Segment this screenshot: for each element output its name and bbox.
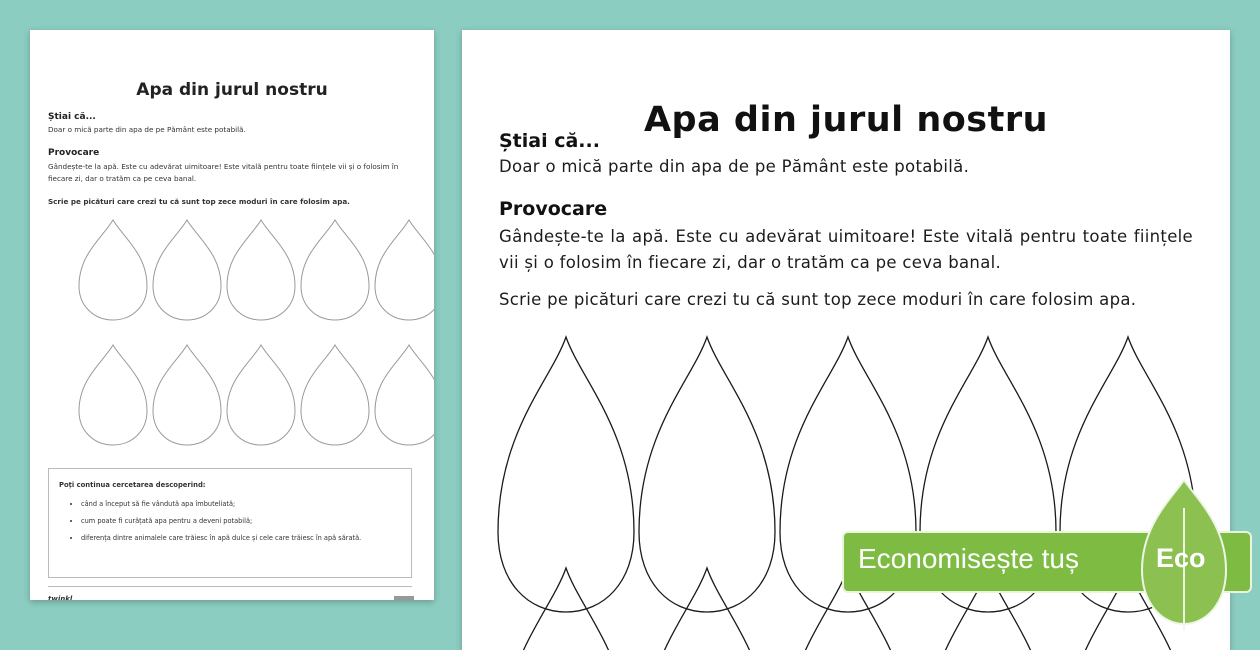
challenge-text: Gândește-te la apă. Este cu adevărat uimitoare! Este vitală pentru toate ființele vii și o folosim în fiecare zi, dar o tratăm ca pe ceva banal. bbox=[499, 227, 1193, 272]
thumbnail-drop-3[interactable] bbox=[227, 220, 295, 320]
thumbnail-drop-4[interactable] bbox=[301, 220, 369, 320]
thumbnail-drop-1[interactable] bbox=[79, 220, 147, 320]
extension-box bbox=[48, 468, 412, 578]
drop-2[interactable] bbox=[639, 337, 775, 612]
twinkl-logo: twinkl bbox=[48, 595, 73, 600]
thumbnail-title: Apa din jurul nostru bbox=[136, 80, 328, 100]
thumbnail-drop-5[interactable] bbox=[375, 220, 434, 320]
drop-7[interactable] bbox=[639, 568, 775, 650]
fact-text: Doar o mică parte din apa de pe Pământ este potabilă. bbox=[499, 157, 970, 176]
thumbnail-instruction: Scrie pe picături care crezi tu că sunt top zece moduri în care folosim apa. bbox=[48, 197, 350, 206]
thumbnail-drop-8[interactable] bbox=[227, 345, 295, 445]
thumbnail-fact-text: Doar o mică parte din apa de pe Pământ este potabilă. bbox=[48, 125, 246, 134]
thumbnail-fact-heading: Știai că... bbox=[48, 112, 96, 122]
extension-item-1: • când a început să fie vândută apa îmbuteliată; bbox=[81, 499, 401, 509]
worksheet-thumbnail[interactable] bbox=[30, 30, 434, 600]
thumbnail-challenge-heading: Provocare bbox=[48, 148, 100, 158]
thumbnail-challenge-text: Gândește-te la apă. Este cu adevărat uimitoare! Este vitală pentru toate ființele vii și o folosim în fiecare zi, dar o tratăm ca pe ceva banal. bbox=[48, 162, 399, 183]
footer-mark-icon bbox=[394, 596, 414, 600]
eco-tag: Eco bbox=[1156, 543, 1206, 573]
save-ink-label: Economisește tuș bbox=[858, 543, 1079, 574]
extension-item-2: • cum poate fi curățată apa pentru a deveni potabilă; bbox=[81, 516, 401, 526]
extension-intro: Poți continua cercetarea descoperind: bbox=[59, 481, 206, 489]
instruction-text: Scrie pe picături care crezi tu că sunt top zece moduri în care folosim apa. bbox=[499, 290, 1137, 309]
thumbnail-drops bbox=[30, 30, 434, 470]
challenge-heading: Provocare bbox=[499, 198, 608, 220]
drop-6[interactable] bbox=[498, 568, 634, 650]
page-title: Apa din jurul nostru bbox=[643, 100, 1049, 140]
fact-heading: Știai că... bbox=[499, 130, 600, 152]
thumbnail-footer-divider bbox=[48, 586, 412, 587]
thumbnail-drop-7[interactable] bbox=[153, 345, 221, 445]
extension-list bbox=[69, 499, 401, 550]
drop-1[interactable] bbox=[498, 337, 634, 612]
thumbnail-drop-9[interactable] bbox=[301, 345, 369, 445]
extension-item-3: • diferența dintre animalele care trăiesc în apă dulce și cele care trăiesc în apă sărată. bbox=[81, 533, 401, 543]
thumbnail-drop-2[interactable] bbox=[153, 220, 221, 320]
thumbnail-drop-10[interactable] bbox=[375, 345, 434, 445]
thumbnail-drop-6[interactable] bbox=[79, 345, 147, 445]
